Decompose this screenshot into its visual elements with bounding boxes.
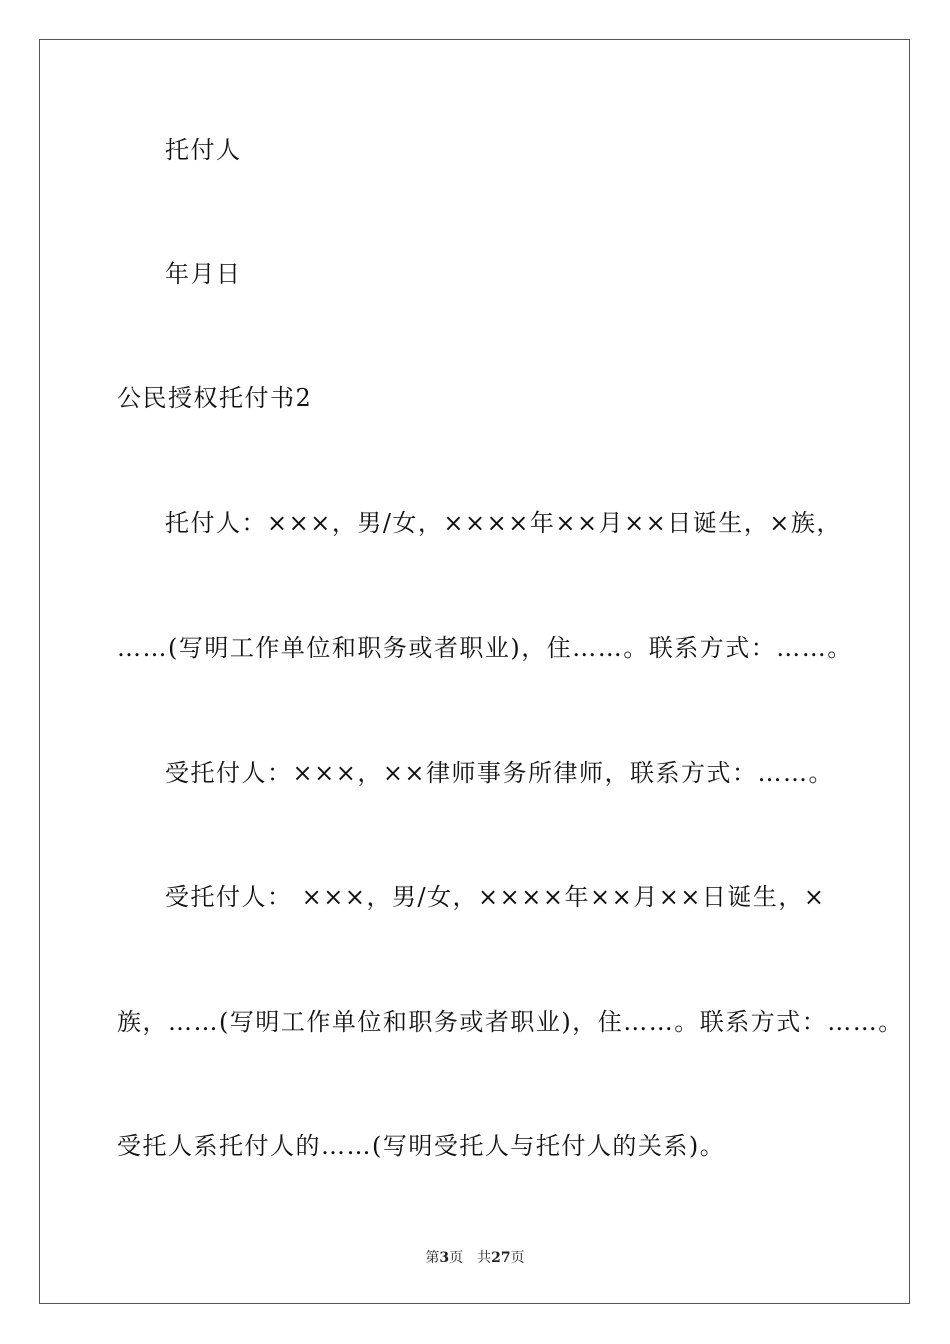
principal-line-2: ……(写明工作单位和职务或者职业)，住……。联系方式：……。	[117, 634, 853, 662]
section-title: 公民授权托付书2	[117, 384, 313, 412]
agent-lawyer-line: 受托付人：×××，××律师事务所律师，联系方式：……。	[165, 759, 835, 787]
page-border	[39, 39, 910, 1304]
page-prefix: 第	[425, 1250, 440, 1266]
principal-line-1: 托付人：×××，男/女，××××年××月××日诞生，×族，	[165, 509, 842, 537]
relationship-line: 受托人系托付人的……(写明受托人与托付人的关系)。	[117, 1132, 726, 1160]
signature-label: 托付人	[165, 136, 242, 164]
agent-citizen-line-2: 族，……(写明工作单位和职务或者职业)，住……。联系方式：……。	[117, 1008, 904, 1036]
page-footer	[0, 1247, 950, 1267]
total-pages: 27	[491, 1250, 511, 1266]
page-suffix: 页	[449, 1250, 464, 1266]
total-suffix: 页	[510, 1250, 525, 1266]
total-prefix: 共	[477, 1250, 492, 1266]
date-label: 年月日	[165, 260, 242, 288]
agent-citizen-line-1: 受托付人： ×××，男/女，××××年××月××日诞生，×	[165, 883, 826, 911]
page-number: 3	[439, 1250, 450, 1266]
